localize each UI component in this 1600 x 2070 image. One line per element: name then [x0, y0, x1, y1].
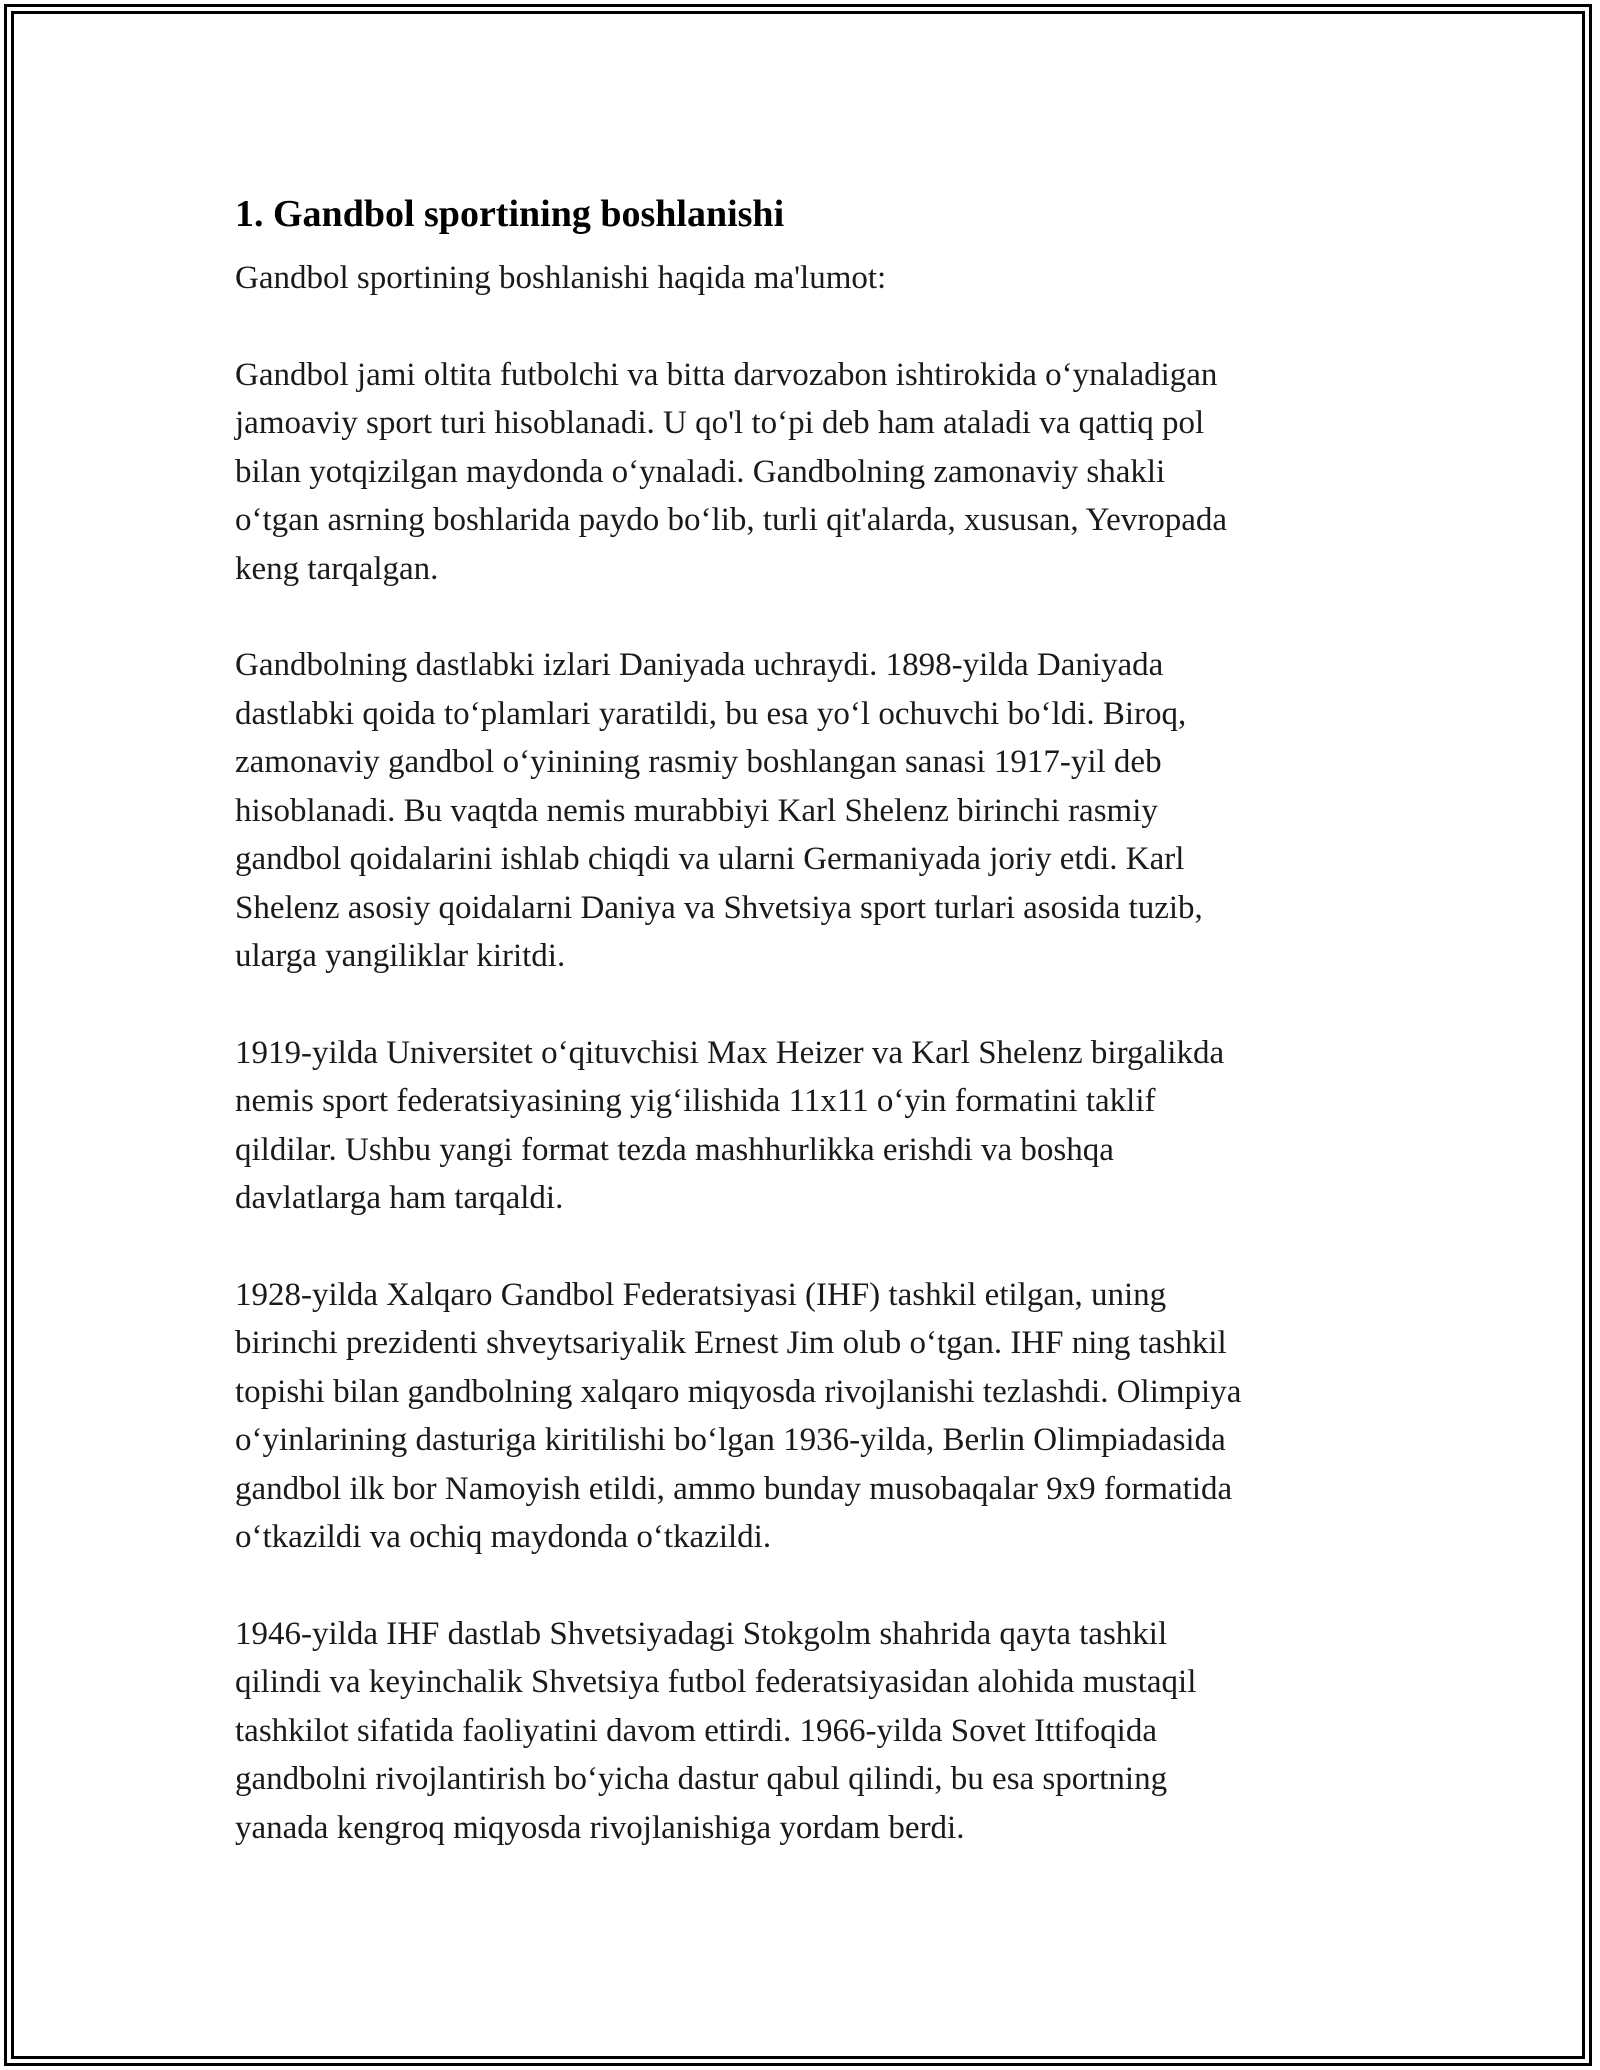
text-line: Gandbolning dastlabki izlari Daniyada uchraydi. 1898-yilda Daniyada	[235, 647, 1164, 683]
text-line: o‘tgan asrning boshlarida paydo bo‘lib, turli qit'alarda, xususan, Yevropada	[235, 502, 1228, 538]
text-line: dastlabki qoida to‘plamlari yaratildi, bu esa yo‘l ochuvchi bo‘ldi. Biroq,	[235, 695, 1187, 732]
text-line: gandbolni rivojlantirish bo‘yicha dastur qabul qilindi, bu esa sportning	[235, 1761, 1168, 1797]
text-line: 1928-yilda Xalqaro Gandbol Federatsiyasi (IHF) tashkil etilgan, uning	[235, 1276, 1167, 1313]
text-line: nemis sport federatsiyasining yig‘ilishida 11x11 o‘yin formatini taklif	[235, 1083, 1156, 1119]
text-line: keng tarqalgan.	[235, 550, 439, 587]
paragraph-intro	[235, 254, 1375, 303]
paragraph-1928	[235, 1271, 1375, 1562]
text-line: hisoblanadi. Bu vaqtda nemis murabbiyi Karl Shelenz birinchi rasmiy	[235, 792, 1158, 829]
text-line: yanada kengroq miqyosda rivojlanishiga yordam berdi.	[235, 1809, 965, 1846]
text-line: gandbol ilk bor Namoyish etildi, ammo bunday musobaqalar 9x9 formatida	[235, 1470, 1233, 1507]
paragraph-origins	[235, 641, 1375, 981]
text-line: 1919-yilda Universitet o‘qituvchisi Max Heizer va Karl Shelenz birgalikda	[235, 1034, 1225, 1071]
text-line: jamoaviy sport turi hisoblanadi. U qo'l to‘pi deb ham ataladi va qattiq pol	[235, 405, 1205, 441]
text-line: qilindi va keyinchalik Shvetsiya futbol federatsiyasidan alohida mustaqil	[235, 1664, 1197, 1700]
text-line: Shelenz asosiy qoidalarni Daniya va Shvetsiya sport turlari asosida tuzib,	[235, 889, 1203, 926]
section-heading: 1. Gandbol sportining boshlanishi	[235, 193, 785, 235]
paragraph-1919	[235, 1029, 1375, 1223]
text-line: o‘tkazildi va ochiq maydonda o‘tkazildi.	[235, 1519, 772, 1555]
text-line: 1946-yilda IHF dastlab Shvetsiyadagi Stokgolm shahrida qayta tashkil	[235, 1615, 1168, 1652]
text-line: topishi bilan gandbolning xalqaro miqyosda rivojlanishi tezlashdi. Olimpiya	[235, 1373, 1242, 1410]
text-line: Gandbol jami oltita futbolchi va bitta darvozabon ishtirokida o‘ynaladigan	[235, 356, 1218, 393]
text-line: zamonaviy gandbol o‘yinining rasmiy boshlangan sanasi 1917-yil deb	[235, 744, 1162, 780]
document-body	[235, 186, 1375, 1900]
text-line: Gandbol sportining boshlanishi haqida ma'lumot:	[235, 260, 887, 296]
text-line: tashkilot sifatida faoliyatini davom ettirdi. 1966-yilda Sovet Ittifoqida	[235, 1712, 1157, 1749]
paragraph-definition	[235, 351, 1375, 594]
text-line: davlatlarga ham tarqaldi.	[235, 1180, 564, 1216]
text-line: qildilar. Ushbu yangi format tezda mashhurlikka erishdi va boshqa	[235, 1131, 1114, 1168]
text-line: o‘yinlarining dasturiga kiritilishi bo‘lgan 1936-yilda, Berlin Olimpiadasida	[235, 1422, 1226, 1458]
text-line: birinchi prezidenti shveytsariyalik Ernest Jim olub o‘tgan. IHF ning tashkil	[235, 1325, 1227, 1361]
text-line: bilan yotqizilgan maydonda o‘ynaladi. Gandbolning zamonaviy shakli	[235, 453, 1166, 490]
text-line: gandbol qoidalarini ishlab chiqdi va ularni Germaniyada joriy etdi. Karl	[235, 841, 1185, 877]
text-line: ularga yangiliklar kiritdi.	[235, 938, 566, 974]
paragraph-1946	[235, 1610, 1375, 1853]
